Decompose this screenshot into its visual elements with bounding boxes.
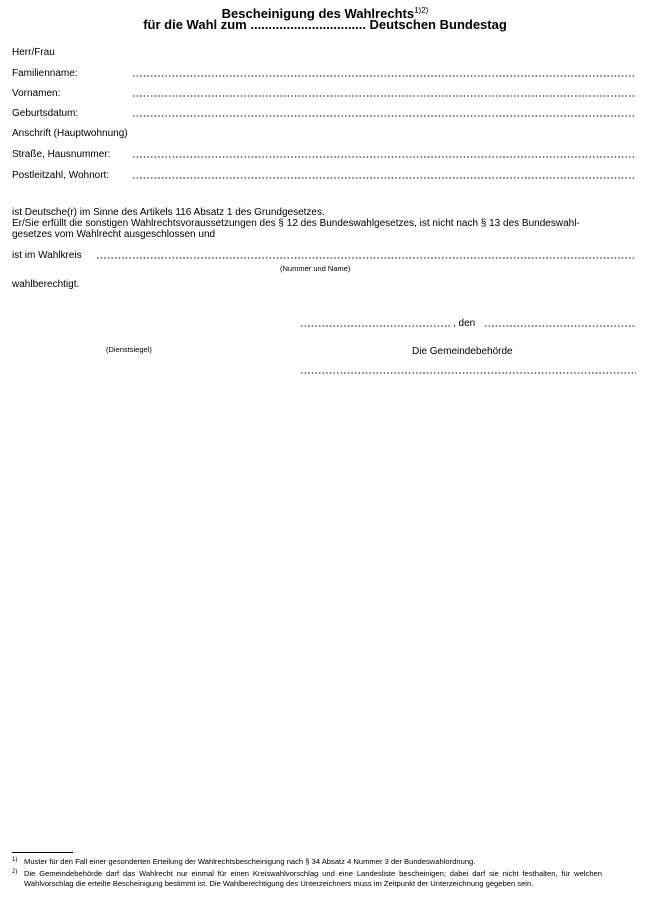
date-separator: , den: [453, 318, 476, 329]
footnote-2: [12, 869, 602, 888]
document-subtitle: für die Wahl zum ................................ Deutschen Bundestag: [143, 17, 507, 32]
birth-date-label: Geburtsdatum:: [12, 108, 79, 119]
official-seal-label: (Dienstsiegel): [106, 345, 152, 354]
family-name-field[interactable]: [132, 75, 636, 77]
street-label: Straße, Hausnummer:: [12, 149, 111, 160]
first-names-field[interactable]: [132, 95, 636, 97]
footnote-1-marker: 1): [12, 857, 18, 863]
birth-date-field[interactable]: [132, 115, 636, 117]
first-names-label: Vornamen:: [12, 88, 61, 99]
address-label: Anschrift (Hauptwohnung): [12, 128, 128, 139]
family-name-label: Familienname:: [12, 68, 78, 79]
postcode-label: Postleitzahl, Wohnort:: [12, 170, 110, 181]
date-field[interactable]: [484, 325, 636, 327]
authority-signature-field[interactable]: [300, 372, 636, 374]
footnote-1: [12, 857, 602, 867]
requirements-statement-line-2: gesetzes vom Wahlrecht ausgeschlossen und: [12, 229, 216, 240]
title-footnote-markers: 1)2): [414, 6, 429, 15]
salutation-label: Herr/Frau: [12, 47, 55, 58]
footnote-2-marker: 2): [12, 869, 18, 875]
street-field[interactable]: [132, 156, 636, 158]
postcode-field[interactable]: [132, 177, 636, 179]
footnote-2-text: Die Gemeindebehörde darf das Wahlrecht nur einmal für einen Kreiswahlvorschlag und eine Landesliste bescheinigen; dabei darf sie nicht festhalten, für welchen Wahlvorschlag die erteilte Bescheinigung bestimmt ist. Die Wahlberechtigung des Unterzeichners muss im Zeitpunkt der Unterzeichnung gegeben sein.: [24, 869, 602, 888]
footnote-1-text: Muster für den Fall einer gesonderten Erteilung der Wahlrechtsbescheinigung nach § 34 Absatz 4 Nummer 3 der Bundeswahlordnung.: [24, 857, 476, 866]
authority-label: Die Gemeindebehörde: [412, 346, 513, 357]
district-label: ist im Wahlkreis: [12, 250, 82, 261]
citizenship-statement: ist Deutsche(r) im Sinne des Artikels 116 Absatz 1 des Grundgesetzes.: [12, 207, 325, 218]
footnote-divider: [12, 852, 73, 853]
requirements-statement-line-1: Er/Sie erfüllt die sonstigen Wahlrechtsvoraussetzungen des § 12 des Bundeswahlgesetzes, ist nicht nach § 13 des Bundeswahl-: [12, 218, 580, 229]
place-field[interactable]: [300, 325, 452, 327]
eligible-statement: wahlberechtigt.: [12, 279, 80, 290]
district-hint: (Nummer und Name): [280, 264, 351, 273]
title-line-1: Bescheinigung des Wahlrechts: [221, 6, 415, 21]
district-field[interactable]: [96, 257, 636, 259]
